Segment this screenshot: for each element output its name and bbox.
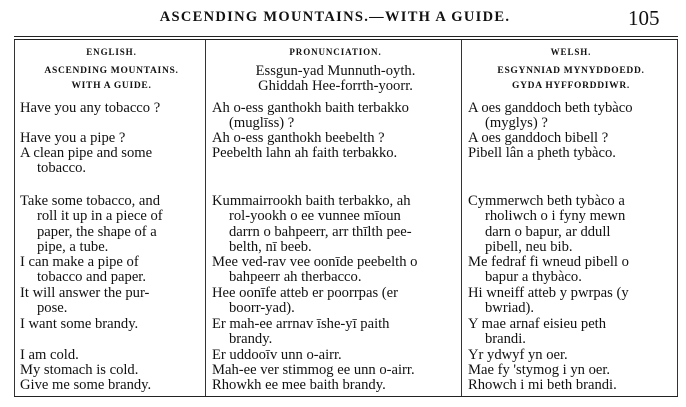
welsh-column [468, 46, 674, 391]
welsh-entry [468, 146, 674, 161]
column-divider [205, 40, 206, 396]
welsh-section-title [468, 64, 674, 95]
column-divider [461, 40, 462, 396]
welsh-entry-line: Mae fy 'stymog i yn oer. [468, 362, 611, 378]
welsh-entry-line: (myglys) ? [485, 115, 548, 132]
pronunciation-column [212, 46, 459, 391]
pronunciation-entry [212, 101, 459, 132]
pronunciation-entry-line: Er uddooīv unn o-airr. [212, 347, 342, 363]
top-rule [14, 36, 678, 37]
pronunciation-entry-line: darrn o bahpeerr, arr thīlth pee- [229, 223, 412, 240]
pronunciation-entry-line: Hee oonīfe atteb er poorrpas (er [212, 285, 398, 301]
english-entry-line: paper, the shape of a [37, 223, 157, 240]
pronunciation-entry-line: rol-yookh o ee vunnee mīoun [229, 208, 401, 225]
welsh-entry-line: Yr ydwyf yn oer. [468, 347, 568, 363]
pronunciation-entry-line: (muglīss) ? [229, 115, 295, 132]
pronunciation-entry [212, 317, 459, 348]
welsh-entry-line: Y mae arnaf eisieu peth [468, 316, 607, 332]
english-entry [20, 146, 203, 177]
bottom-rule [14, 396, 678, 397]
welsh-entry [468, 286, 674, 317]
english-column [20, 46, 203, 391]
welsh-entry-line: darn o bapur, ar ddull [485, 223, 611, 240]
pronunciation-entry-line: Peebelth lahn ah faith terbakko. [212, 145, 398, 161]
welsh-entry-line: Rhowch i mi beth brandi. [468, 377, 617, 393]
section-title-line: Ghiddah Hee-forrth-yoorr. [258, 78, 413, 95]
section-title-line: GYDA HYFFORDDIWR. [512, 81, 630, 91]
welsh-entry-line: Cymmerwch beth tybàco a [468, 193, 625, 209]
welsh-entry-line: bwriad). [485, 300, 535, 317]
english-entry-line: Have you any tobacco ? [20, 100, 161, 116]
english-entry-line: roll it up in a piece of [37, 208, 163, 225]
english-entry-line: tobacco. [37, 160, 87, 177]
welsh-entry-line: Pibell lân a pheth tybàco. [468, 145, 616, 161]
section-title-line: WITH A GUIDE. [71, 81, 152, 91]
pronunciation-entry-line: bahpeerr ah therbacco. [229, 269, 362, 286]
pronunciation-entry-line: Ah o-ess ganthokh baith terbakko [212, 100, 409, 116]
welsh-entry-line: bapur a thybàco. [485, 269, 582, 286]
section-title-line: Essgun-yad Munnuth-oyth. [255, 63, 416, 79]
running-head [0, 6, 686, 28]
page-number: 105 [628, 6, 660, 30]
column-divider-left-edge [14, 40, 15, 396]
english-entry [20, 378, 203, 393]
english-entry-line: Give me some brandy. [20, 377, 152, 393]
english-entry-line: I am cold. [20, 347, 79, 363]
top-rule-inner [14, 39, 678, 40]
welsh-entry-line: brandi. [485, 331, 526, 348]
english-entry-line: A clean pipe and some [20, 145, 153, 161]
english-column-header: ENGLISH. [86, 47, 137, 57]
pronunciation-entry-line: brandy. [229, 331, 273, 348]
pronunciation-entry [212, 255, 459, 286]
pronunciation-entry-line: Er mah-ee arrnav īshe-yī paith [212, 316, 390, 332]
welsh-entry-line: A oes ganddoch beth tybàco [468, 100, 633, 116]
english-entry-line: I want some brandy. [20, 316, 139, 332]
pronunciation-entry-line: Mah-ee ver stimmog ee unn o-airr. [212, 362, 415, 378]
pronunciation-entry [212, 378, 459, 393]
welsh-entry [468, 317, 674, 348]
english-entry [20, 101, 203, 116]
welsh-entry-line: A oes ganddoch bibell ? [468, 130, 609, 146]
english-entry [20, 286, 203, 317]
english-entry-line: pipe, a tube. [37, 239, 109, 256]
welsh-entry [468, 255, 674, 286]
welsh-entry [468, 194, 674, 256]
english-entry-line: tobacco and paper. [37, 269, 146, 286]
english-entry-line: My stomach is cold. [20, 362, 139, 378]
english-entry-line: pose. [37, 300, 68, 317]
pronunciation-column-header: PRONUNCIATION. [289, 47, 382, 57]
pronunciation-entry-line: Mee ved-rav vee oonīde peebelth o [212, 254, 418, 270]
welsh-entry [468, 378, 674, 393]
pronunciation-entry [212, 286, 459, 317]
section-title-line: ASCENDING MOUNTAINS. [44, 66, 179, 76]
english-entry [20, 194, 203, 256]
welsh-entry-line: rholiwch o i fyny mewn [485, 208, 626, 225]
english-section-title [20, 64, 203, 95]
section-title-line: ESGYNNIAD MYNYDDOEDD. [497, 66, 645, 76]
english-entry [20, 255, 203, 286]
welsh-entry-line: Me fedraf fi wneud pibell o [468, 254, 629, 270]
pronunciation-entry-line: Rhowkh ee mee baith brandy. [212, 377, 386, 393]
welsh-column-header: WELSH. [550, 47, 592, 57]
english-entry [20, 317, 203, 332]
running-head-title: ASCENDING MOUNTAINS.—WITH A GUIDE. [159, 9, 511, 25]
pronunciation-entry-line: belth, nī beeb. [229, 239, 312, 256]
english-entry-line: It will answer the pur- [20, 285, 150, 301]
pronunciation-entry-line: Kummairrookh baith terbakko, ah [212, 193, 411, 209]
english-entry-line: I can make a pipe of [20, 254, 139, 270]
welsh-entry-line: Hi wneiff atteb y pwrpas (y [468, 285, 629, 301]
english-entry-line: Take some tobacco, and [20, 193, 160, 209]
pronunciation-entry [212, 146, 459, 161]
welsh-entry-line: pibell, neu bib. [485, 239, 573, 256]
pronunciation-section-title [212, 64, 459, 95]
english-entry-line: Have you a pipe ? [20, 130, 126, 146]
pronunciation-entry-line: Ah o-ess ganthokh beebelth ? [212, 130, 385, 146]
pronunciation-entry-line: boorr-yad). [229, 300, 295, 317]
welsh-entry [468, 101, 674, 132]
column-divider-right-edge [677, 40, 678, 396]
pronunciation-entry [212, 194, 459, 256]
